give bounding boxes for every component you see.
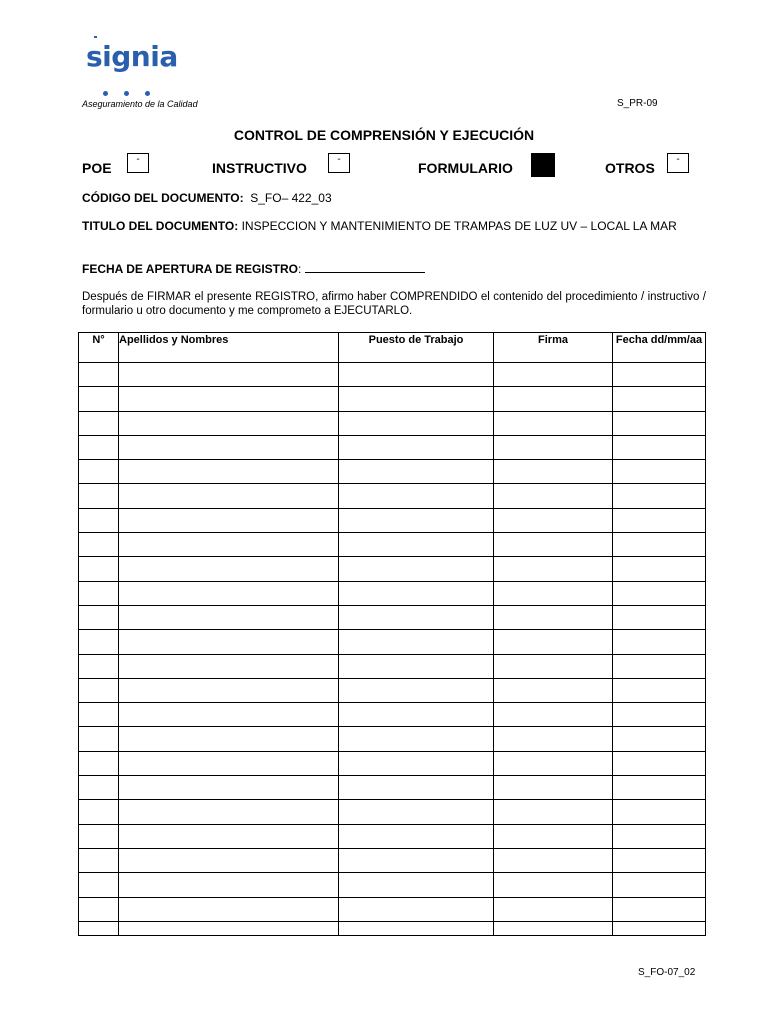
cell-apellidos-nombres[interactable] — [119, 897, 339, 921]
cell-numero[interactable] — [79, 873, 119, 897]
cell-firma[interactable] — [494, 460, 613, 484]
cell-puesto[interactable] — [339, 460, 494, 484]
cell-numero[interactable] — [79, 508, 119, 532]
cell-fecha[interactable] — [613, 533, 706, 557]
cell-puesto[interactable] — [339, 678, 494, 702]
codigo-row — [82, 191, 332, 205]
cell-firma[interactable] — [494, 727, 613, 751]
cell-numero[interactable] — [79, 557, 119, 581]
cell-apellidos-nombres[interactable] — [119, 727, 339, 751]
cell-numero[interactable] — [79, 921, 119, 935]
cell-firma[interactable] — [494, 654, 613, 678]
cell-fecha[interactable] — [613, 363, 706, 387]
cell-apellidos-nombres[interactable] — [119, 435, 339, 459]
fecha-apertura-row — [82, 262, 425, 276]
doc-type-formulario-label: FORMULARIO — [418, 160, 513, 176]
cell-firma[interactable] — [494, 630, 613, 654]
cell-firma[interactable] — [494, 508, 613, 532]
table-row — [79, 411, 706, 435]
table-row — [79, 435, 706, 459]
cell-firma[interactable] — [494, 678, 613, 702]
cell-apellidos-nombres[interactable] — [119, 533, 339, 557]
cell-apellidos-nombres[interactable] — [119, 824, 339, 848]
cell-numero[interactable] — [79, 848, 119, 872]
table-row — [79, 484, 706, 508]
table-row — [79, 630, 706, 654]
cell-firma[interactable] — [494, 800, 613, 824]
cell-numero[interactable] — [79, 897, 119, 921]
cell-apellidos-nombres[interactable] — [119, 581, 339, 605]
cell-firma[interactable] — [494, 751, 613, 775]
cell-puesto[interactable] — [339, 776, 494, 800]
cell-firma[interactable] — [494, 435, 613, 459]
cell-firma[interactable] — [494, 873, 613, 897]
cell-numero[interactable] — [79, 460, 119, 484]
cell-puesto[interactable] — [339, 654, 494, 678]
footer-code: S_FO-07_02 — [638, 967, 696, 978]
cell-fecha[interactable] — [613, 751, 706, 775]
table-row — [79, 751, 706, 775]
cell-apellidos-nombres[interactable] — [119, 800, 339, 824]
table-row — [79, 800, 706, 824]
table-row — [79, 897, 706, 921]
table-row — [79, 508, 706, 532]
cell-puesto[interactable] — [339, 557, 494, 581]
doc-type-poe-label: POE — [82, 160, 112, 176]
cell-firma[interactable] — [494, 921, 613, 935]
col-header-apellidos-nombres: Apellidos y Nombres — [119, 333, 339, 363]
cell-puesto[interactable] — [339, 605, 494, 629]
cell-apellidos-nombres[interactable] — [119, 776, 339, 800]
cell-fecha[interactable] — [613, 873, 706, 897]
cell-apellidos-nombres[interactable] — [119, 460, 339, 484]
cell-numero[interactable] — [79, 654, 119, 678]
cell-firma[interactable] — [494, 824, 613, 848]
fecha-apertura-colon: : — [298, 262, 302, 276]
cell-firma[interactable] — [494, 848, 613, 872]
cell-puesto[interactable] — [339, 800, 494, 824]
cell-apellidos-nombres[interactable] — [119, 411, 339, 435]
cell-firma[interactable] — [494, 411, 613, 435]
cell-numero[interactable] — [79, 533, 119, 557]
cell-fecha[interactable] — [613, 921, 706, 935]
cell-apellidos-nombres[interactable] — [119, 678, 339, 702]
cell-fecha[interactable] — [613, 508, 706, 532]
cell-puesto[interactable] — [339, 533, 494, 557]
cell-firma[interactable] — [494, 533, 613, 557]
cell-apellidos-nombres[interactable] — [119, 751, 339, 775]
doc-type-poe-box[interactable]: - — [127, 153, 149, 173]
cell-puesto[interactable] — [339, 387, 494, 411]
cell-firma[interactable] — [494, 703, 613, 727]
cell-apellidos-nombres[interactable] — [119, 921, 339, 935]
table-row — [79, 776, 706, 800]
cell-fecha[interactable] — [613, 703, 706, 727]
cell-puesto[interactable] — [339, 848, 494, 872]
table-row — [79, 921, 706, 935]
cell-apellidos-nombres[interactable] — [119, 703, 339, 727]
table-row — [79, 533, 706, 557]
cell-puesto[interactable] — [339, 411, 494, 435]
cell-fecha[interactable] — [613, 435, 706, 459]
cell-apellidos-nombres[interactable] — [119, 387, 339, 411]
logo-text: signia — [86, 40, 178, 73]
cell-numero[interactable] — [79, 605, 119, 629]
cell-apellidos-nombres[interactable] — [119, 508, 339, 532]
doc-type-otros-label: OTROS — [605, 160, 655, 176]
cell-numero[interactable] — [79, 630, 119, 654]
cell-fecha[interactable] — [613, 678, 706, 702]
cell-firma[interactable] — [494, 363, 613, 387]
cell-fecha[interactable] — [613, 484, 706, 508]
cell-apellidos-nombres[interactable] — [119, 484, 339, 508]
table-row — [79, 654, 706, 678]
table-row — [79, 873, 706, 897]
cell-numero[interactable] — [79, 751, 119, 775]
doc-type-instructivo-label: INSTRUCTIVO — [212, 160, 307, 176]
cell-apellidos-nombres[interactable] — [119, 557, 339, 581]
cell-firma[interactable] — [494, 897, 613, 921]
cell-apellidos-nombres[interactable] — [119, 654, 339, 678]
cell-puesto[interactable] — [339, 727, 494, 751]
titulo-row — [82, 220, 706, 233]
table-row — [79, 557, 706, 581]
procedure-code: S_PR-09 — [617, 98, 658, 109]
table-row — [79, 727, 706, 751]
cell-numero[interactable] — [79, 387, 119, 411]
table-row — [79, 703, 706, 727]
cell-puesto[interactable] — [339, 363, 494, 387]
codigo-value: S_FO– 422_03 — [250, 191, 332, 205]
doc-type-otros-box[interactable]: - — [667, 153, 689, 173]
cell-puesto[interactable] — [339, 921, 494, 935]
cell-apellidos-nombres[interactable] — [119, 848, 339, 872]
cell-fecha[interactable] — [613, 824, 706, 848]
cell-numero[interactable] — [79, 776, 119, 800]
fecha-apertura-field[interactable] — [305, 262, 425, 273]
fecha-apertura-label: FECHA DE APERTURA DE REGISTRO — [82, 262, 299, 276]
cell-numero[interactable] — [79, 800, 119, 824]
cell-puesto[interactable] — [339, 897, 494, 921]
table-row — [79, 605, 706, 629]
col-header-numero: N° — [79, 333, 119, 363]
cell-puesto[interactable] — [339, 824, 494, 848]
cell-numero[interactable] — [79, 678, 119, 702]
cell-apellidos-nombres[interactable] — [119, 605, 339, 629]
cell-puesto[interactable] — [339, 508, 494, 532]
cell-numero[interactable] — [79, 484, 119, 508]
cell-puesto[interactable] — [339, 873, 494, 897]
cell-fecha[interactable] — [613, 605, 706, 629]
signature-table — [78, 332, 706, 936]
cell-puesto[interactable] — [339, 484, 494, 508]
codigo-label: CÓDIGO DEL DOCUMENTO: — [82, 191, 244, 205]
cell-firma[interactable] — [494, 387, 613, 411]
cell-numero[interactable] — [79, 581, 119, 605]
signia-logo — [86, 36, 186, 96]
cell-puesto[interactable] — [339, 703, 494, 727]
table-row — [79, 460, 706, 484]
cell-firma[interactable] — [494, 605, 613, 629]
commitment-statement: Después de FIRMAR el presente REGISTRO, afirmo haber COMPRENDIDO el contenido del procedimiento / instructivo / formulario u otro documento y me comprometo a EJECUTARLO. — [82, 291, 706, 317]
cell-apellidos-nombres[interactable] — [119, 630, 339, 654]
document-title: CONTROL DE COMPRENSIÓN Y EJECUCIÓN — [233, 127, 535, 143]
col-header-firma: Firma — [494, 333, 613, 363]
cell-numero[interactable] — [79, 435, 119, 459]
logo-accent-mark — [94, 36, 97, 38]
table-row — [79, 848, 706, 872]
table-row — [79, 581, 706, 605]
doc-type-formulario-box-checked[interactable] — [531, 153, 555, 177]
cell-numero[interactable] — [79, 363, 119, 387]
doc-type-instructivo-box[interactable]: - — [328, 153, 350, 173]
cell-fecha[interactable] — [613, 411, 706, 435]
cell-firma[interactable] — [494, 776, 613, 800]
table-row — [79, 363, 706, 387]
cell-fecha[interactable] — [613, 897, 706, 921]
cell-numero[interactable] — [79, 703, 119, 727]
col-header-puesto: Puesto de Trabajo — [339, 333, 494, 363]
cell-numero[interactable] — [79, 824, 119, 848]
table-row — [79, 824, 706, 848]
cell-fecha[interactable] — [613, 460, 706, 484]
cell-firma[interactable] — [494, 581, 613, 605]
cell-numero[interactable] — [79, 411, 119, 435]
cell-fecha[interactable] — [613, 557, 706, 581]
titulo-label: TITULO DEL DOCUMENTO: — [82, 219, 239, 233]
cell-puesto[interactable] — [339, 435, 494, 459]
cell-apellidos-nombres[interactable] — [119, 363, 339, 387]
table-row — [79, 678, 706, 702]
department-label: Aseguramiento de la Calidad — [82, 99, 198, 109]
titulo-value: INSPECCION Y MANTENIMIENTO DE TRAMPAS DE LUZ UV – LOCAL LA MAR — [241, 219, 677, 233]
col-header-fecha: Fecha dd/mm/aa — [613, 333, 706, 363]
cell-fecha[interactable] — [613, 630, 706, 654]
table-row — [79, 387, 706, 411]
cell-fecha[interactable] — [613, 387, 706, 411]
cell-firma[interactable] — [494, 484, 613, 508]
cell-puesto[interactable] — [339, 751, 494, 775]
cell-fecha[interactable] — [613, 776, 706, 800]
cell-puesto[interactable] — [339, 630, 494, 654]
cell-fecha[interactable] — [613, 848, 706, 872]
cell-fecha[interactable] — [613, 581, 706, 605]
cell-firma[interactable] — [494, 557, 613, 581]
cell-fecha[interactable] — [613, 654, 706, 678]
cell-puesto[interactable] — [339, 581, 494, 605]
cell-fecha[interactable] — [613, 727, 706, 751]
cell-apellidos-nombres[interactable] — [119, 873, 339, 897]
cell-numero[interactable] — [79, 727, 119, 751]
table-header-row — [79, 333, 706, 363]
cell-fecha[interactable] — [613, 800, 706, 824]
